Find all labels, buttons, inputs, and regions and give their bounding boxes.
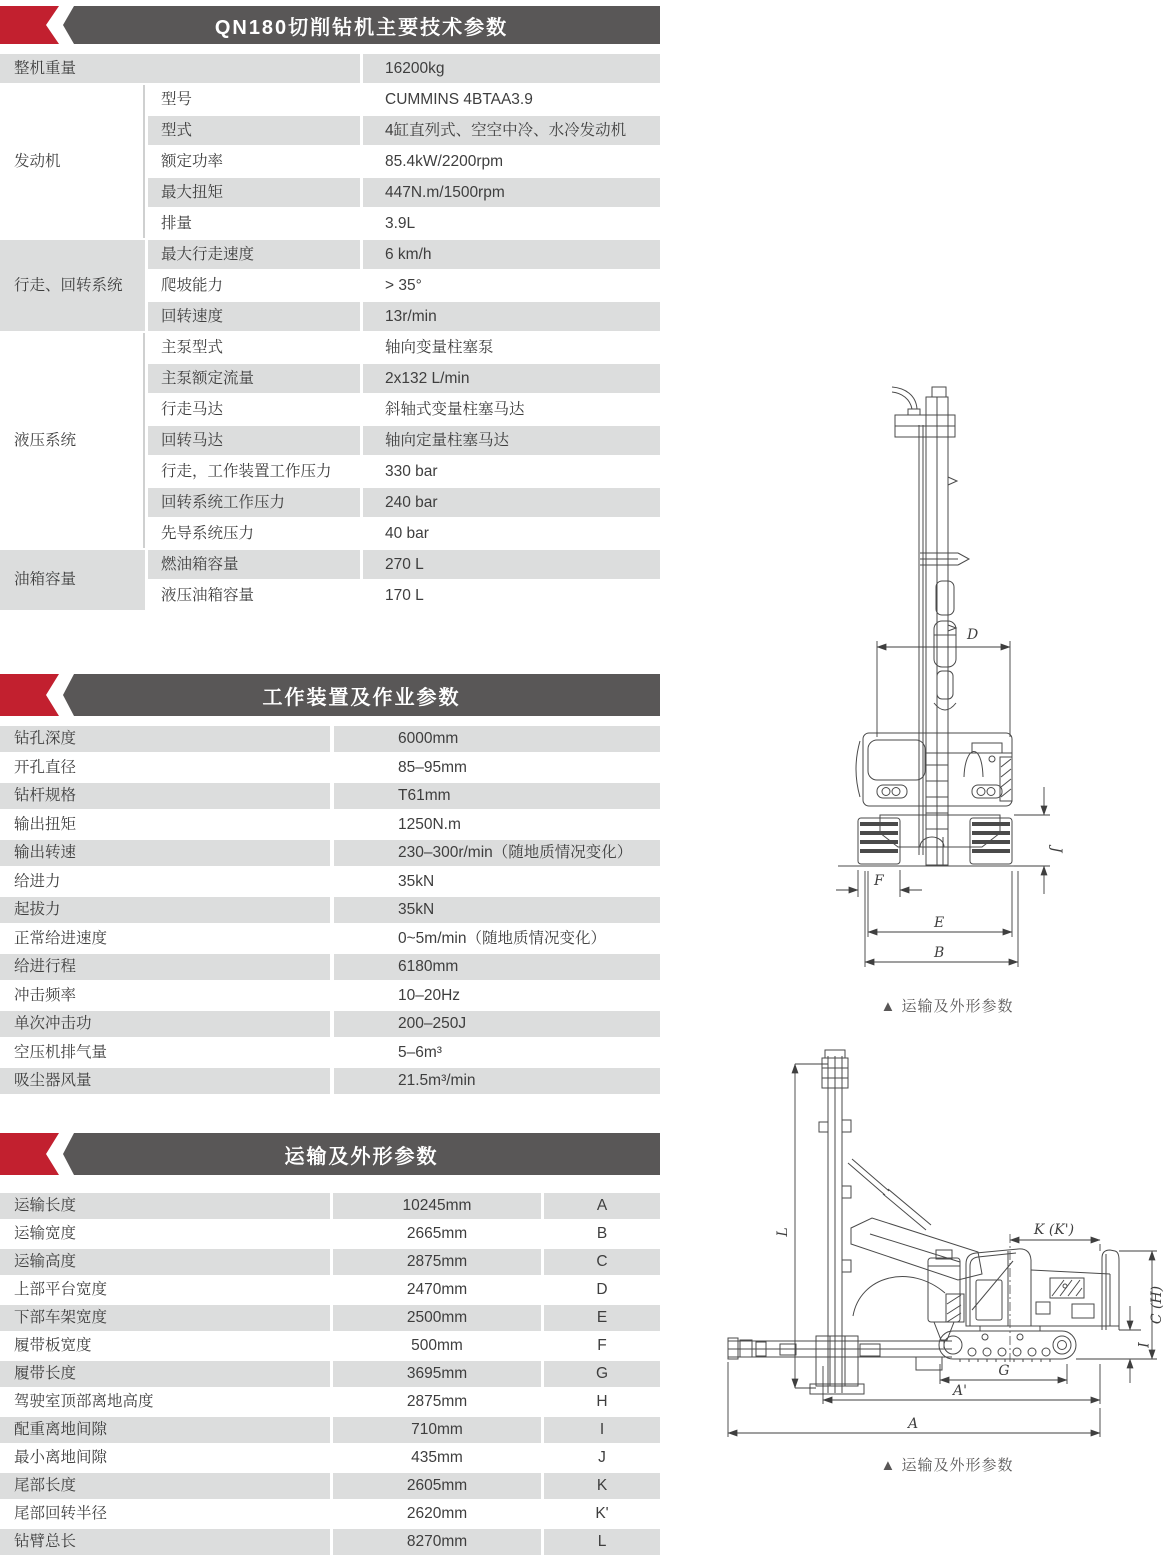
table3-value: 2875mm <box>333 1249 541 1275</box>
table3-row-label: 上部平台宽度 <box>0 1277 330 1303</box>
table1-value: 330 bar <box>363 457 660 486</box>
table2-value: 35kN <box>334 869 660 895</box>
table1-param-label: 型号 <box>148 85 360 114</box>
table3-row-label: 履带长度 <box>0 1361 330 1387</box>
table3-row-label: 运输宽度 <box>0 1221 330 1247</box>
table1-value: > 35° <box>363 271 660 300</box>
table1-value: CUMMINS 4BTAA3.9 <box>363 85 660 114</box>
diagram-side-view <box>720 1048 1165 1458</box>
transport-params-table <box>0 1193 660 1555</box>
dim-label-E: E <box>934 915 945 931</box>
header-red-chevron <box>0 6 59 44</box>
dim-label-A: A <box>907 1416 919 1432</box>
table1-param-label: 回转系统工作压力 <box>148 488 360 517</box>
table1-value: 447N.m/1500rpm <box>363 178 660 207</box>
table1-group-label: 整机重量 <box>0 54 360 83</box>
table3-value: 710mm <box>333 1417 541 1443</box>
table3-value: 2500mm <box>333 1305 541 1331</box>
table1-param-label: 回转速度 <box>148 302 360 331</box>
table3-row-label: 最小离地间隙 <box>0 1445 330 1471</box>
table1-param-label: 额定功率 <box>148 147 360 176</box>
table1-value: 6 km/h <box>363 240 660 269</box>
table1-param-label: 主泵额定流量 <box>148 364 360 393</box>
table3-value: 8270mm <box>333 1529 541 1555</box>
table2-row-label: 冲击频率 <box>0 983 330 1009</box>
table3-value: 3695mm <box>333 1361 541 1387</box>
table3-value: 2665mm <box>333 1221 541 1247</box>
table2-row-label: 输出扭矩 <box>0 812 330 838</box>
table1-param-label: 回转马达 <box>148 426 360 455</box>
table3-dim-code: H <box>544 1389 660 1415</box>
table2-value: 5–6m³ <box>334 1040 660 1066</box>
table3-dim-code: F <box>544 1333 660 1359</box>
table2-row-label: 单次冲击功 <box>0 1011 330 1037</box>
table2-row-label: 正常给进速度 <box>0 926 330 952</box>
table3-dim-code: K <box>544 1473 660 1499</box>
section-header-main <box>0 6 660 44</box>
table3-dim-code: E <box>544 1305 660 1331</box>
table1-value: 2x132 L/min <box>363 364 660 393</box>
table1-param-label: 最大行走速度 <box>148 240 360 269</box>
table1-value: 170 L <box>363 581 660 610</box>
table2-value: 35kN <box>334 897 660 923</box>
table2-row-label: 起拔力 <box>0 897 330 923</box>
table1-value: 4缸直列式、空空中冷、水冷发动机 <box>363 116 660 145</box>
table3-dim-code: D <box>544 1277 660 1303</box>
table3-dim-code: G <box>544 1361 660 1387</box>
table1-param-label: 行走马达 <box>148 395 360 424</box>
table1-param-label: 最大扭矩 <box>148 178 360 207</box>
table3-dim-code: K' <box>544 1501 660 1527</box>
table2-value: 200–250J <box>334 1011 660 1037</box>
table3-dim-code: C <box>544 1249 660 1275</box>
table3-value: 2470mm <box>333 1277 541 1303</box>
table3-row-label: 尾部回转半径 <box>0 1501 330 1527</box>
table2-value: 6180mm <box>334 954 660 980</box>
table1-param-label: 爬坡能力 <box>148 271 360 300</box>
table3-dim-code: B <box>544 1221 660 1247</box>
main-spec-table <box>0 54 660 610</box>
dim-label-I: I <box>1134 1342 1150 1348</box>
table2-row-label: 给进行程 <box>0 954 330 980</box>
table3-value: 435mm <box>333 1445 541 1471</box>
header-red-chevron <box>0 674 59 716</box>
table1-param-label: 液压油箱容量 <box>148 581 360 610</box>
table2-value: 0~5m/min（随地质情况变化） <box>334 926 660 952</box>
table1-group-label: 行走、回转系统 <box>0 240 145 331</box>
working-params-table <box>0 726 660 1094</box>
table1-value: 斜轴式变量柱塞马达 <box>363 395 660 424</box>
table1-value: 轴向定量柱塞马达 <box>363 426 660 455</box>
table3-row-label: 运输高度 <box>0 1249 330 1275</box>
table3-value: 2620mm <box>333 1501 541 1527</box>
table2-row-label: 钻杆规格 <box>0 783 330 809</box>
dim-label-J: J <box>1048 847 1064 853</box>
section-title: 工作装置及作业参数 <box>262 686 461 709</box>
table1-value: 85.4kW/2200rpm <box>363 147 660 176</box>
table2-row-label: 给进力 <box>0 869 330 895</box>
table2-value: 230–300r/min（随地质情况变化） <box>334 840 660 866</box>
table1-param-label: 排量 <box>148 209 360 238</box>
dim-label-G: G <box>998 1363 1010 1379</box>
section-title: 运输及外形参数 <box>284 1145 439 1168</box>
table2-row-label: 吸尘器风量 <box>0 1068 330 1094</box>
table2-value: 21.5m³/min <box>334 1068 660 1094</box>
table1-param-label: 燃油箱容量 <box>148 550 360 579</box>
table3-row-label: 钻臂总长 <box>0 1529 330 1555</box>
table1-value: 3.9L <box>363 209 660 238</box>
dim-label-D: D <box>967 627 979 643</box>
table3-row-label: 驾驶室顶部离地高度 <box>0 1389 330 1415</box>
dim-label-C: C (H) <box>1149 1285 1165 1325</box>
section-header-transport <box>0 1133 660 1175</box>
table1-value: 轴向变量柱塞泵 <box>363 333 660 362</box>
dim-label-L: L <box>775 1227 791 1237</box>
table3-value: 2875mm <box>333 1389 541 1415</box>
table3-dim-code: A <box>544 1193 660 1219</box>
table3-row-label: 履带板宽度 <box>0 1333 330 1359</box>
table3-value: 10245mm <box>333 1193 541 1219</box>
table1-group-label: 油箱容量 <box>0 550 145 610</box>
dim-label-B: B <box>934 945 945 961</box>
table3-row-label: 下部车架宽度 <box>0 1305 330 1331</box>
dim-label-F: F <box>874 873 884 889</box>
table2-value: 6000mm <box>334 726 660 752</box>
section-title: QN180切削钻机主要技术参数 <box>214 16 509 39</box>
diagram-rear-view <box>822 385 1158 990</box>
dim-label-K: K (K') <box>1033 1222 1075 1238</box>
table2-value: 85–95mm <box>334 755 660 781</box>
table2-value: 10–20Hz <box>334 983 660 1009</box>
section-header-working <box>0 674 660 716</box>
table1-param-label: 行走，工作装置工作压力 <box>148 457 360 486</box>
table1-value: 40 bar <box>363 519 660 548</box>
table1-param-label: 型式 <box>148 116 360 145</box>
table1-group-label: 液压系统 <box>0 333 145 548</box>
table1-value: 240 bar <box>363 488 660 517</box>
table1-value: 270 L <box>363 550 660 579</box>
table3-value: 500mm <box>333 1333 541 1359</box>
table3-value: 2605mm <box>333 1473 541 1499</box>
table3-row-label: 配重离地间隙 <box>0 1417 330 1443</box>
diagram2-caption: ▲ 运输及外形参数 <box>880 1457 1014 1474</box>
table2-value: T61mm <box>334 783 660 809</box>
table1-param-label: 主泵型式 <box>148 333 360 362</box>
table3-dim-code: J <box>544 1445 660 1471</box>
table2-row-label: 开孔直径 <box>0 755 330 781</box>
table3-dim-code: L <box>544 1529 660 1555</box>
table3-row-label: 运输长度 <box>0 1193 330 1219</box>
table1-param-label: 先导系统压力 <box>148 519 360 548</box>
table1-value: 13r/min <box>363 302 660 331</box>
table2-row-label: 空压机排气量 <box>0 1040 330 1066</box>
table3-row-label: 尾部长度 <box>0 1473 330 1499</box>
dim-label-A-prime: A' <box>953 1383 967 1399</box>
table3-dim-code: I <box>544 1417 660 1443</box>
table2-row-label: 钻孔深度 <box>0 726 330 752</box>
header-red-chevron <box>0 1133 59 1175</box>
table1-group-label: 发动机 <box>0 85 145 238</box>
diagram1-caption: ▲ 运输及外形参数 <box>880 998 1014 1015</box>
table2-row-label: 输出转速 <box>0 840 330 866</box>
table1-value: 16200kg <box>363 54 660 83</box>
table2-value: 1250N.m <box>334 812 660 838</box>
